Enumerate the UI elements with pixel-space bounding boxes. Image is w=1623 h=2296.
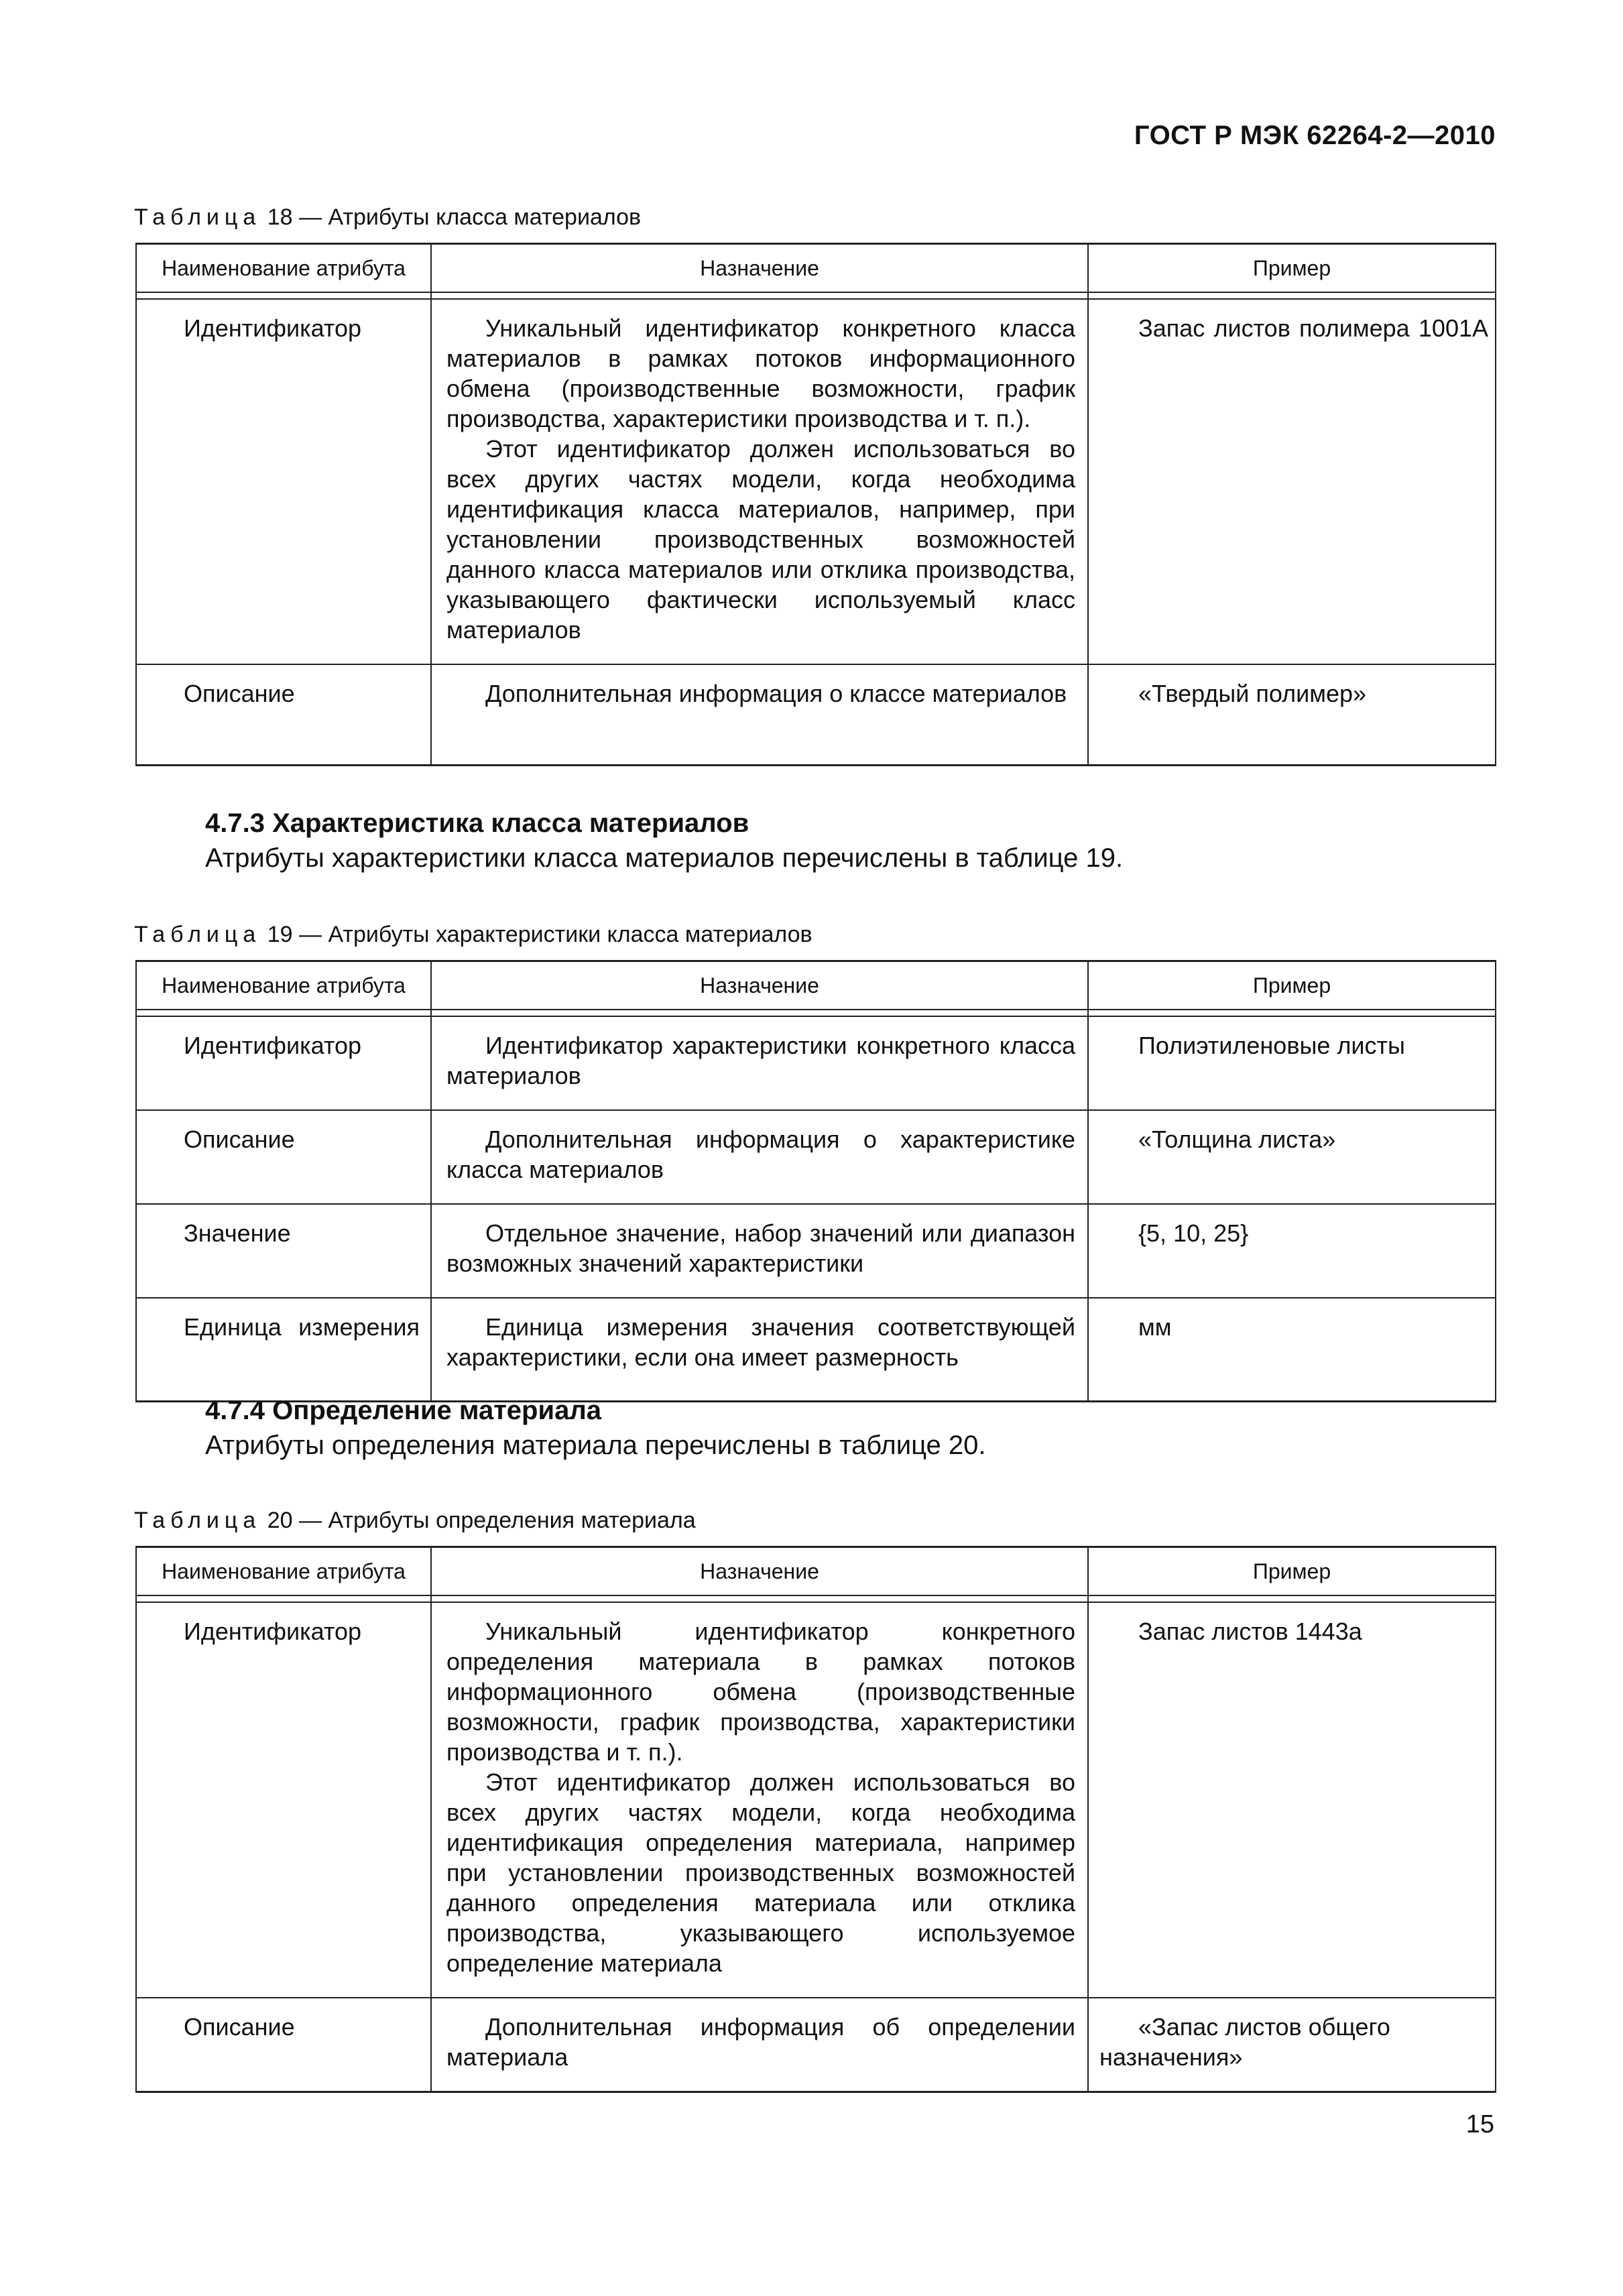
table-row	[136, 664, 1496, 765]
table-18-col-example: Пример	[1088, 244, 1496, 293]
table-row	[136, 1016, 1496, 1110]
table-19	[135, 960, 1496, 1402]
attribute-example: «Запас листов общего назначения»	[1099, 2013, 1390, 2071]
attribute-purpose: Уникальный идентификатор конкретного определения материала в рамках потоков информационного обмена (производственные возможности, график производства, характеристики производства и т. п.).	[446, 1618, 1075, 1766]
table-19-caption-text: 19 — Атрибуты характеристики класса материалов	[267, 922, 813, 947]
attribute-purpose: Уникальный идентификатор конкретного класса материалов в рамках потоков информационного обмена (производственные возможности, график производства, характеристики производства и т. п.).	[446, 314, 1075, 432]
table-20-col-purpose: Назначение	[431, 1547, 1088, 1596]
table-row	[136, 1204, 1496, 1298]
attribute-name: Идентификатор	[184, 1618, 362, 1645]
table-row	[136, 299, 1496, 664]
attribute-example: Запас листов полимера 1001А	[1138, 314, 1488, 342]
table-18	[135, 243, 1496, 766]
page-number: 15	[1465, 2110, 1494, 2138]
table-19-header-separator	[136, 1010, 1496, 1016]
attribute-example: Запас листов 1443а	[1138, 1618, 1362, 1645]
table-19-col-name: Наименование атрибута	[136, 961, 431, 1010]
table-20	[135, 1546, 1496, 2093]
table-19-caption-word: Таблица	[134, 922, 261, 947]
attribute-example: «Твердый полимер»	[1138, 680, 1367, 707]
table-19-caption	[134, 921, 813, 948]
attribute-example: Полиэтиленовые листы	[1138, 1032, 1405, 1059]
section-4-7-4-text: Атрибуты определения материала перечислены в таблице 20.	[205, 1431, 986, 1460]
table-20-caption-text: 20 — Атрибуты определения материала	[267, 1508, 696, 1533]
attribute-name: Значение	[184, 1219, 291, 1247]
table-19-col-example: Пример	[1088, 961, 1496, 1010]
attribute-name: Идентификатор	[184, 314, 362, 342]
attribute-example: мм	[1138, 1313, 1172, 1341]
table-18-col-purpose: Назначение	[431, 244, 1088, 293]
attribute-purpose: Дополнительная информация о характеристике класса материалов	[446, 1126, 1075, 1183]
attribute-purpose: Идентификатор характеристики конкретного класса материалов	[446, 1032, 1075, 1089]
table-row	[136, 1998, 1496, 2092]
attribute-purpose: Единица измерения значения соответствующей характеристики, если она имеет размерность	[446, 1313, 1075, 1371]
attribute-example: «Толщина листа»	[1138, 1126, 1336, 1153]
attribute-purpose: Отдельное значение, набор значений или диапазон возможных значений характеристики	[446, 1219, 1075, 1277]
section-4-7-3-heading: 4.7.3 Характеристика класса материалов	[205, 808, 749, 838]
table-19-col-purpose: Назначение	[431, 961, 1088, 1010]
attribute-example: {5, 10, 25}	[1138, 1219, 1249, 1247]
table-row	[136, 1110, 1496, 1204]
table-20-col-example: Пример	[1088, 1547, 1496, 1596]
table-20-col-name: Наименование атрибута	[136, 1547, 431, 1596]
attribute-purpose: Этот идентификатор должен использоваться во всех других частях модели, когда необходима идентификация определения материала, например при установлении производственных возможностей данного определения материала или отклика производства, указывающего используемое определение материала	[446, 1768, 1075, 1977]
attribute-name: Описание	[184, 1126, 295, 1153]
attribute-name: Идентификатор	[184, 1032, 362, 1059]
attribute-purpose: Дополнительная информация об определении материала	[446, 2013, 1075, 2071]
section-4-7-3-text: Атрибуты характеристики класса материалов перечислены в таблице 19.	[205, 843, 1124, 873]
table-20-header-separator	[136, 1595, 1496, 1602]
table-18-caption-word: Таблица	[134, 204, 261, 230]
attribute-name: Единица измерения	[184, 1313, 420, 1341]
table-20-header-row	[136, 1547, 1496, 1596]
table-18-caption-text: 18 — Атрибуты класса материалов	[267, 204, 642, 230]
table-row	[136, 1602, 1496, 1998]
table-20-caption-word: Таблица	[134, 1508, 261, 1533]
table-18-col-name: Наименование атрибута	[136, 244, 431, 293]
section-4-7-4-heading: 4.7.4 Определение материала	[205, 1396, 601, 1425]
attribute-name: Описание	[184, 2013, 295, 2041]
table-18-caption	[134, 204, 641, 231]
attribute-name: Описание	[184, 680, 295, 707]
attribute-purpose: Этот идентификатор должен использоваться во всех других частях модели, когда необходима идентификация класса материалов, например, при установлении производственных возможностей данного класса материалов или отклика производства, указывающего фактически используемый класс материалов	[446, 435, 1075, 644]
table-20-caption	[134, 1507, 696, 1534]
table-18-header-separator	[136, 292, 1496, 299]
table-row	[136, 1298, 1496, 1401]
document-header-title: ГОСТ Р МЭК 62264-2—2010	[1134, 121, 1496, 150]
table-19-header-row	[136, 961, 1496, 1010]
attribute-purpose: Дополнительная информация о классе материалов	[485, 680, 1067, 707]
table-18-header-row	[136, 244, 1496, 293]
